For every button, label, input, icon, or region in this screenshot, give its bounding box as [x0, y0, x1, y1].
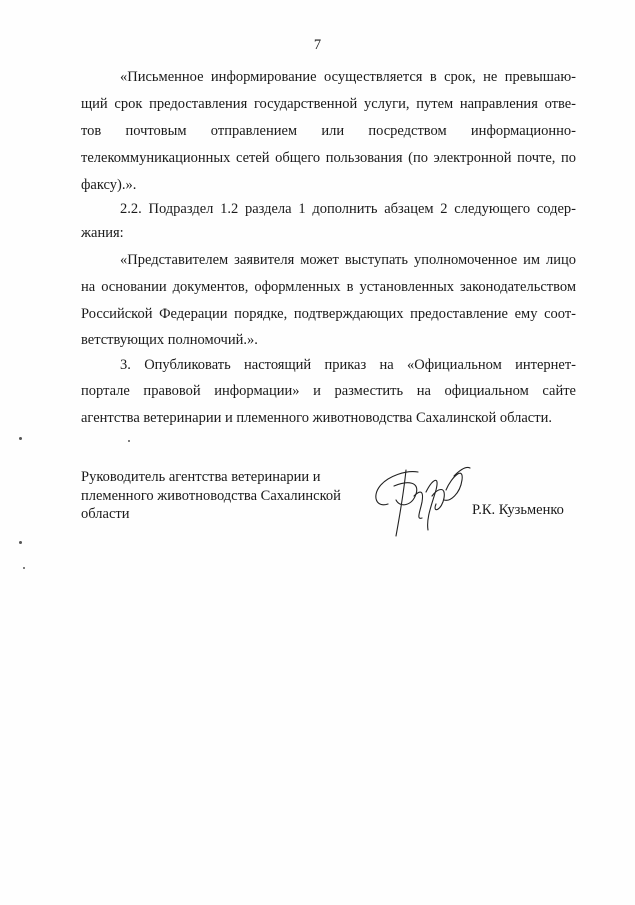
text-line: телекоммуникационных сетей общего пользования (по электронной почте, по	[81, 150, 576, 166]
signature-org-line: Руководитель агентства ветеринарии и	[81, 469, 321, 485]
signer-name: Р.К. Кузьменко	[472, 502, 564, 518]
text-line: портале правовой информации» и разместить на официальном сайте	[81, 383, 576, 399]
text-line: жания:	[81, 225, 124, 241]
text-line: на основании документов, оформленных в установленных законодательством	[81, 279, 576, 295]
scan-speck	[19, 437, 22, 440]
text-line: 2.2. Подраздел 1.2 раздела 1 дополнить абзацем 2 следующего содер-	[120, 201, 576, 217]
signature-org-line: области	[81, 506, 130, 522]
text-line: факсу).».	[81, 177, 137, 193]
scan-speck	[128, 440, 130, 442]
handwritten-signature	[366, 456, 476, 542]
text-line: 3. Опубликовать настоящий приказ на «Официальном интернет-	[120, 357, 576, 373]
text-line: ветствующих полномочий.».	[81, 332, 258, 348]
scan-speck	[19, 541, 22, 544]
text-line: Российской Федерации порядке, подтверждающих предоставление ему соот-	[81, 306, 576, 322]
signature-org-line: племенного животноводства Сахалинской	[81, 487, 341, 504]
page-number: 7	[313, 37, 322, 53]
text-line: «Письменное информирование осуществляется в срок, не превышаю-	[120, 69, 576, 85]
text-line: «Представителем заявителя может выступать уполномоченное им лицо	[120, 252, 576, 268]
signature-organization	[81, 468, 341, 524]
scan-speck	[23, 567, 25, 569]
text-line: щий срок предоставления государственной услуги, путем направления отве-	[81, 96, 576, 112]
text-line: тов почтовым отправлением или посредством информационно-	[81, 123, 576, 139]
text-line: агентства ветеринарии и племенного животноводства Сахалинской области.	[81, 410, 552, 426]
